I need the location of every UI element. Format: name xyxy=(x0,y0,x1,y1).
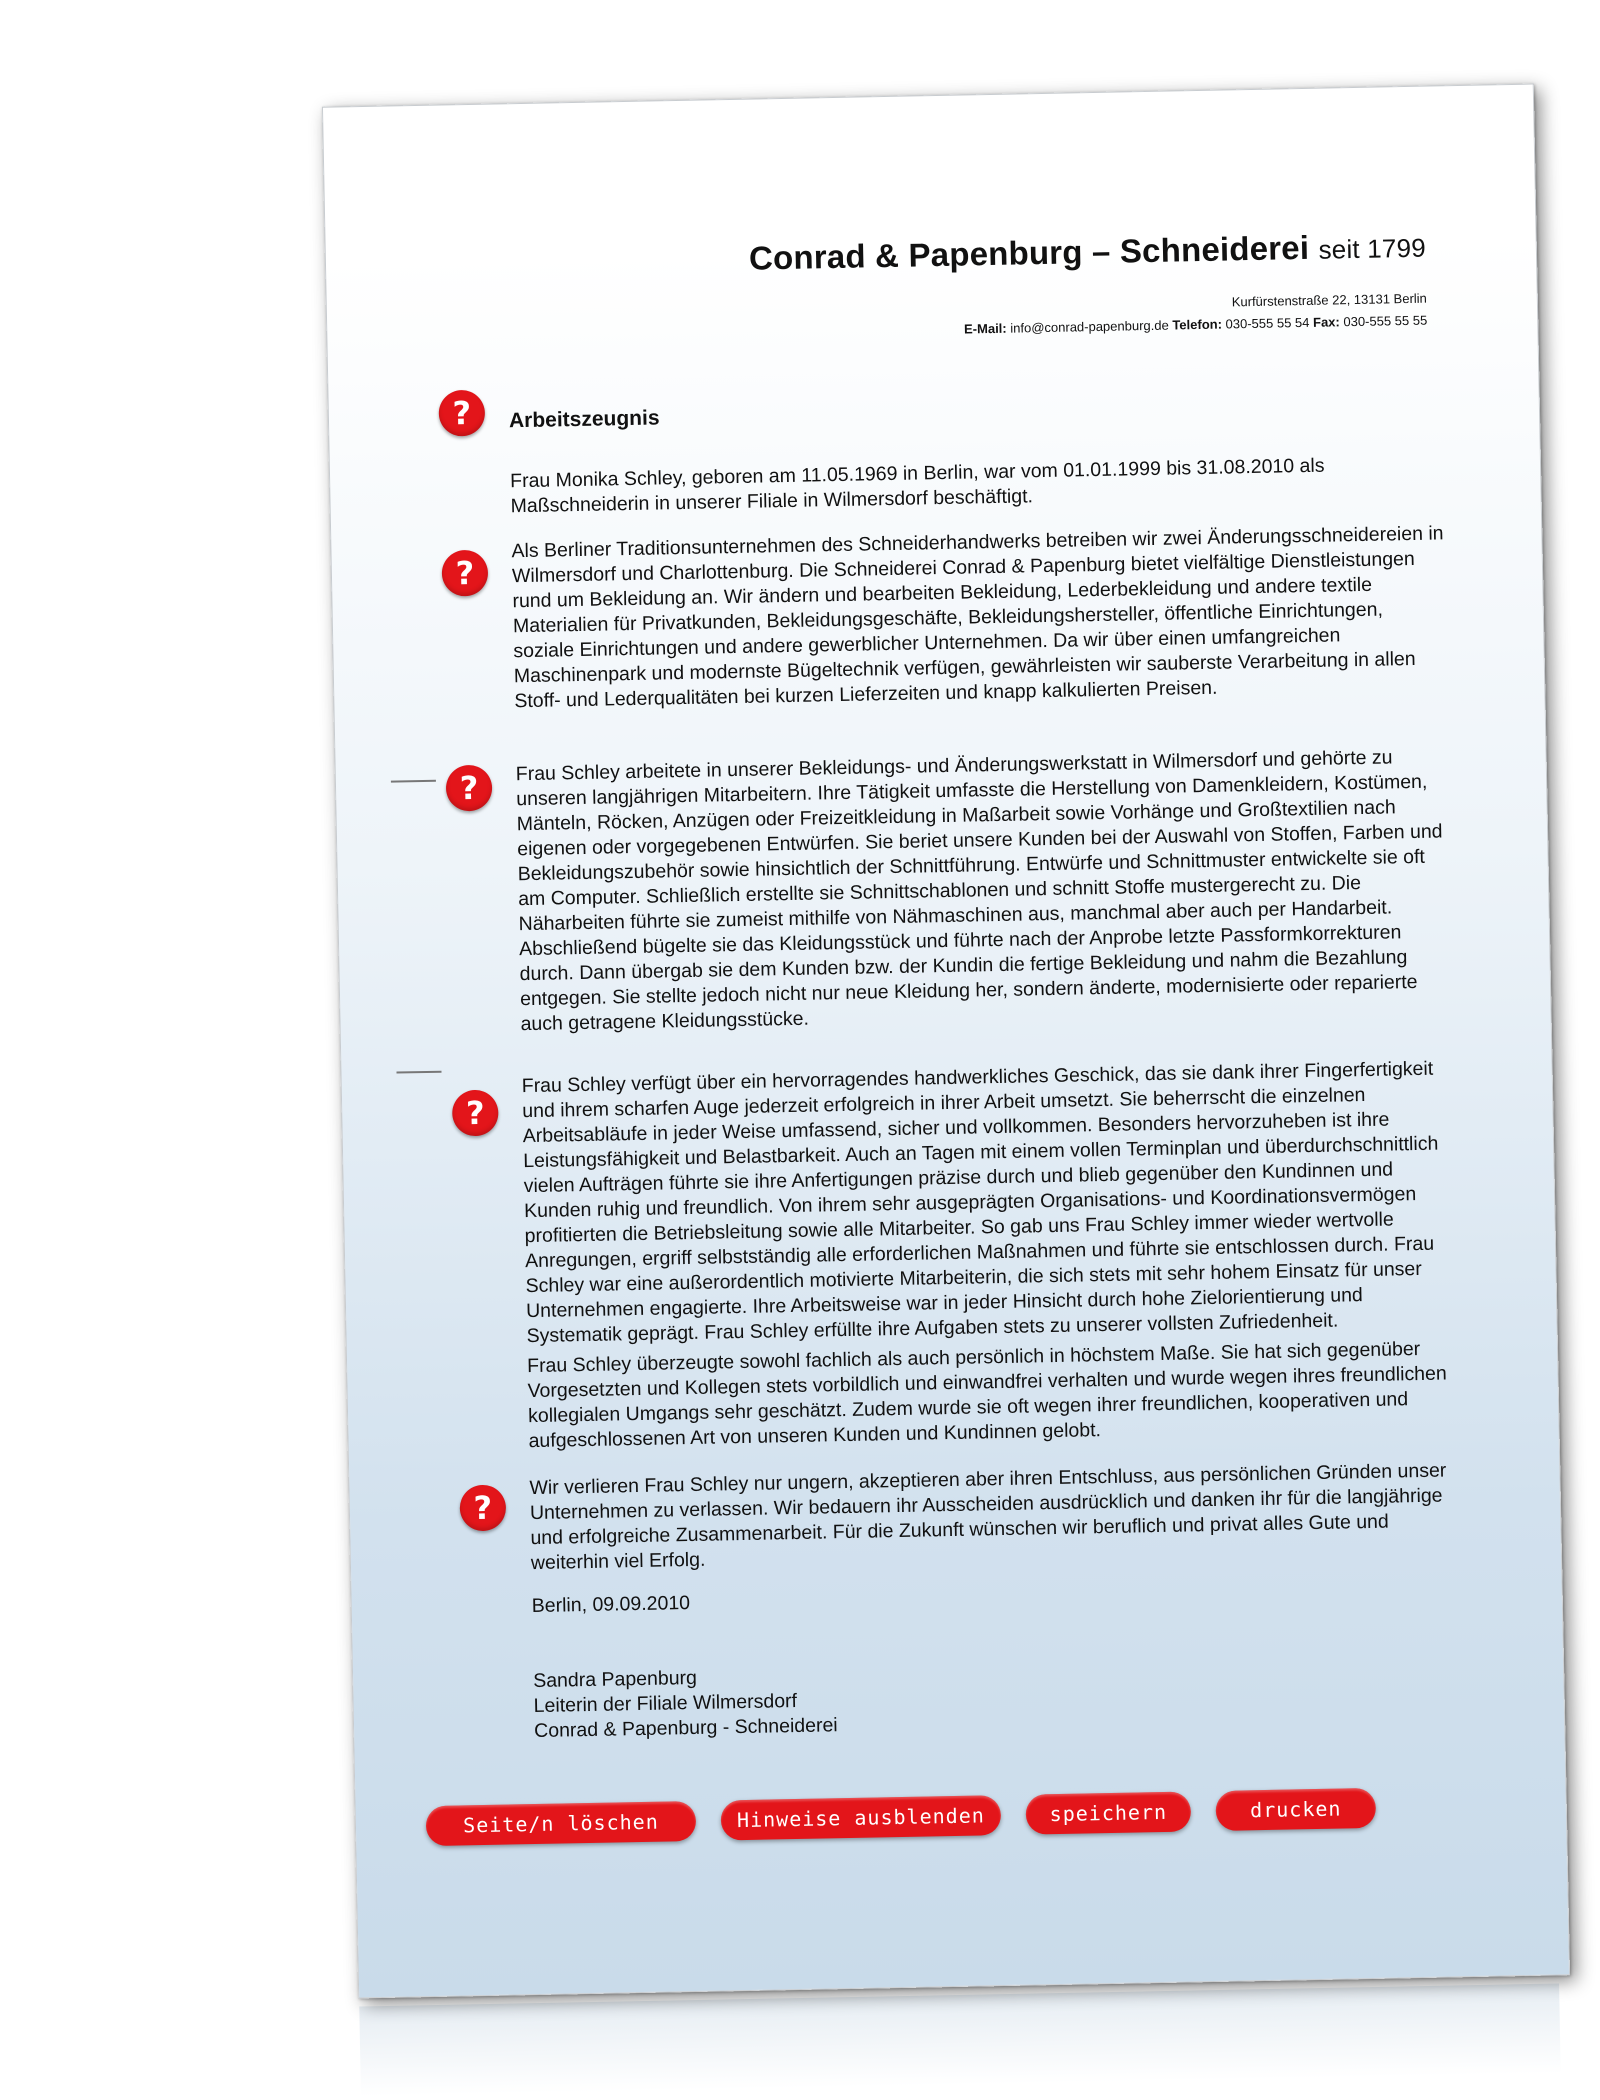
print-button[interactable]: drucken xyxy=(1215,1788,1376,1831)
page-reflection xyxy=(359,1983,1561,2096)
fax-label: Fax: xyxy=(1312,314,1340,330)
paragraph-performance: Frau Schley verfügt über ein hervorragendes handwerkliches Geschick, das sie dank ihrer Fingerfertigkeit und ihrem scharfen Auge jederzeit erfolgreich in ihrer Arbeit umsetzt. Sie beherrscht die einzelnen Arbeitsabläufe in jeder Weise umfassend, sicher und vollkommen. Besonders hervorzuheben ist ihre Leistungsfähigkeit und Belastbarkeit. Auch an Tagen mit einem vollen Terminplan und überdurchschnittlich vielen Aufträgen führte sie ihre Anfertigungen präzise durch und blieb gegenüber den Kundinnen und Kunden ruhig und freundlich. Von ihrem sehr ausgeprägten Organisations- und Koordinationsvermögen profitierten die Betriebsleitung sowie alle Mitarbeiter. So gab uns Frau Schley immer wieder wertvolle Anregungen, ergriff selbstständig alle erforderlichen Maßnahmen und führte sie entschlossen durch. Frau Schley war eine außerordentlich motivierte Mitarbeiterin, die sich stets mit sehr hohem Einsatz für unser Unternehmen engagierte. Ihre Arbeitsweise war in jeder Hinsicht durch hohe Zielorientierung und Systematik geprägt. Frau Schley erfüllte ihre Aufgaben stets zu unserer vollsten Zufriedenheit. xyxy=(521,1057,1439,1348)
margin-marker xyxy=(391,780,436,783)
hint-icon[interactable]: ? xyxy=(459,1485,506,1532)
hide-hints-button[interactable]: Hinweise ausblenden xyxy=(721,1795,1002,1840)
paragraph-duties: Frau Schley arbeitete in unserer Bekleidungs- und Änderungswerkstatt in Wilmersdorf und gehörte zu unseren langjährigen Mitarbeitern. Ihre Tätigkeit umfasste die Herstellung von Damenkleidern, Kostümen, Mänteln, Röcken, Anzügen oder Freizeitkleidung in Maßarbeit sowie Vorhänge und Großtextilien nach eigenen oder vorgegebenen Entwürfen. Sie beriet unsere Kunden bei der Auswahl von Stoffen, Farben und Bekleidungszubehör sowie hinsichtlich der Schnittführung. Entwürfe und Schnittmuster entwickelte sie oft am Computer. Schließlich erstellte sie Schnittschablonen und schnitt Stoffe mustergerecht zu. Die Näharbeiten führte sie zumeist mithilfe von Nähmaschinen aus, manchmal aber auch per Handarbeit. Abschließend bügelte sie das Kleidungsstück und führte nach der Anprobe letzte Passformkorrekturen durch. Dann übergab sie dem Kunden bzw. der Kundin die fertige Bekleidung und nahm die Bezahlung entgegen. Sie stellte jedoch nicht nur neue Kleidung her, sondern änderte, modernisierte oder reparierte auch getragene Kleidungsstücke. xyxy=(515,746,1443,1036)
company-address: Kurfürstenstraße 22, 13131 Berlin xyxy=(1231,290,1427,310)
document-title: Arbeitszeugnis xyxy=(508,406,660,433)
signature-role: Leiterin der Filiale Wilmersdorf xyxy=(533,1689,798,1718)
company-title: Conrad & Papenburg – Schneiderei xyxy=(748,228,1310,277)
hint-icon[interactable]: ? xyxy=(452,1090,499,1137)
document-page xyxy=(322,84,1570,1999)
paragraph-closing: Wir verlieren Frau Schley nur ungern, akzeptieren aber ihren Entschluss, aus persönlichen Gründen unser Unternehmen zu verlassen. Wir bedauern ihr Ausscheiden ausdrücklich und danken ihr für die langjährige und erfolgreiche Zusammenarbeit. Für die Zukunft wünschen wir beruflich und privat alles Gute und weiterhin viel Erfolg. xyxy=(529,1459,1447,1575)
hint-icon[interactable]: ? xyxy=(438,390,485,437)
save-button[interactable]: speichern xyxy=(1025,1791,1191,1834)
email-value: info@conrad-papenburg.de xyxy=(1010,317,1169,336)
delete-pages-button[interactable]: Seite/n löschen xyxy=(426,1801,697,1846)
place-date: Berlin, 09.09.2010 xyxy=(531,1592,691,1618)
signature-company: Conrad & Papenburg - Schneiderei xyxy=(533,1714,838,1743)
hint-icon[interactable]: ? xyxy=(441,550,488,597)
company-since: seit 1799 xyxy=(1318,232,1427,265)
letterhead xyxy=(749,227,1428,341)
hint-icon[interactable]: ? xyxy=(446,765,493,812)
email-label: E-Mail: xyxy=(963,320,1007,337)
margin-marker xyxy=(396,1071,441,1074)
phone-value: 030-555 55 54 xyxy=(1225,314,1310,332)
signature-name: Sandra Papenburg xyxy=(532,1666,698,1693)
company-name xyxy=(749,227,1426,278)
paragraph-conduct: Frau Schley überzeugte sowohl fachlich als auch persönlich in höchstem Maße. Sie hat sich gegenüber Vorgesetzten und Kollegen stets vorbildlich und einwandfrei verhalten und wurde wegen ihres freundlichen kollegialen Umgangs sehr geschätzt. Zudem wurde sie oft wegen ihrer freundlichen, kooperativen und aufgeschlossenen Art von unseren Kunden und Kundinnen gelobt. xyxy=(526,1337,1447,1453)
company-contact xyxy=(750,313,1427,341)
paragraph-company: Als Berliner Traditionsunternehmen des Schneiderhandwerks betreiben wir zwei Änderungsschneidereien in Wilmersdorf und Charlottenburg. Die Schneiderei Conrad & Papenburg bietet vielfältige Dienstleistungen rund um Bekleidung an. Wir ändern und bearbeiten Bekleidung, Lederbekleidung und andere textile Materialien für Privatkunden, Bekleidungsgeschäfte, Bekleidungshersteller, öffentliche Einrichtungen, soziale Einrichtungen und andere gewerblicher Unternehmen. Da wir über einen umfangreichen Maschinenpark und modernste Bügeltechnik verfügen, gewährleisten wir sauberste Verarbeitung in allen Stoff- und Lederqualitäten bei kurzen Lieferzeiten und knapp kalkulierten Preisen. xyxy=(511,522,1444,713)
fax-value: 030-555 55 55 xyxy=(1343,312,1428,330)
phone-label: Telefon: xyxy=(1172,316,1223,333)
signature-block xyxy=(533,1651,1469,1744)
paragraph-intro: Frau Monika Schley, geboren am 11.05.1969 in Berlin, war vom 01.01.1999 bis 31.08.2010 als Maßschneiderin in unserer Filiale in Wilmersdorf beschäftigt. xyxy=(509,454,1325,518)
